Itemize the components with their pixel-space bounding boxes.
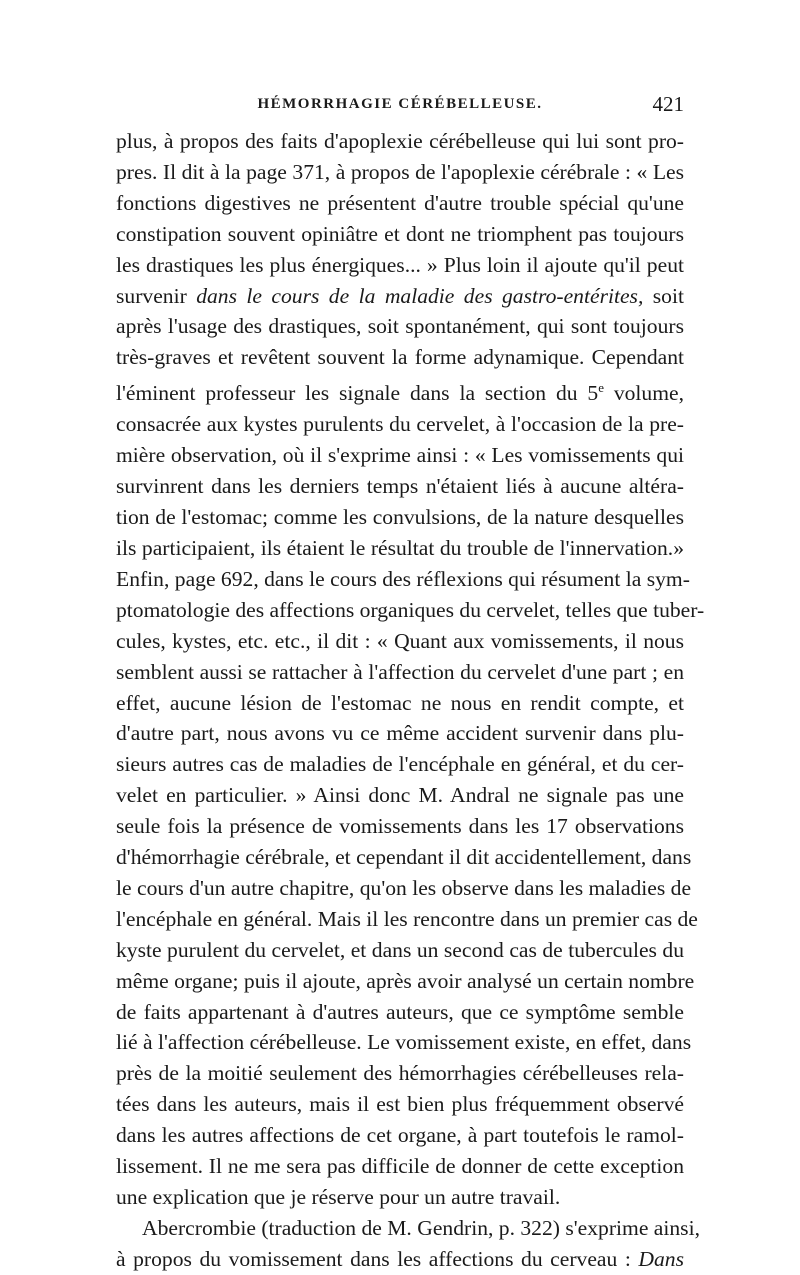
text-line: fonctions digestives ne présentent d'autre trouble spécial qu'une <box>116 190 684 215</box>
text-line: mière observation, où il s'exprime ainsi : « Les vomissements qui <box>116 443 684 468</box>
text-line: constipation souvent opiniâtre et dont ne triomphent pas toujours <box>116 221 684 246</box>
text-line: Enfin, page 692, dans le cours des réflexions qui résument la sym- <box>116 566 690 591</box>
page-number: 421 <box>652 92 684 116</box>
text-line: velet en particulier. » Ainsi donc M. Andral ne signale pas une <box>116 783 684 808</box>
text-line: cules, kystes, etc. etc., il dit : « Quant aux vomissements, il nous <box>116 628 684 653</box>
text-line: après l'usage des drastiques, soit spontanément, qui sont toujours <box>116 314 684 339</box>
running-head <box>116 92 684 126</box>
text-line: près de la moitié seulement des hémorrhagies cérébelleuses rela- <box>116 1061 684 1086</box>
text-line: le cours d'un autre chapitre, qu'on les observe dans les maladies de <box>116 875 692 900</box>
text-line: d'autre part, nous avons vu ce même accident survenir dans plu- <box>116 721 684 746</box>
text-line: tées dans les auteurs, mais il est bien plus fréquemment observé <box>116 1092 684 1117</box>
text-line: kyste purulent du cervelet, et dans un second cas de tubercules du <box>116 937 684 962</box>
text-line: l'encéphale en général. Mais il les rencontre dans un premier cas de <box>116 906 698 931</box>
text-line: plus, à propos des faits d'apoplexie cérébelleuse qui lui sont pro- <box>116 129 684 153</box>
text-line: seule fois la présence de vomissements dans les 17 observations <box>116 814 684 839</box>
text-line: d'hémorrhagie cérébrale, et cependant il dit accidentellement, dans <box>116 845 692 870</box>
text-line: les drastiques les plus énergiques... » Plus loin il ajoute qu'il peut <box>116 252 684 277</box>
text-line: même organe; puis il ajoute, après avoir analysé un certain nombre <box>116 968 695 993</box>
text-line: ils participaient, ils étaient le résultat du trouble de l'innervation.» <box>116 535 684 560</box>
text-line: survinrent dans les derniers temps n'étaient liés à aucune altéra- <box>116 474 684 499</box>
text-line: Abercrombie (traduction de M. Gendrin, p. 322) s'exprime ainsi, <box>142 1215 700 1240</box>
text-line: consacrée aux kystes purulents du cervelet, à l'occasion de la pre- <box>116 412 684 437</box>
text-line: une explication que je réserve pour un autre travail. <box>116 1185 561 1209</box>
text-line: survenir dans le cours de la maladie des gastro-entérites, soit <box>116 283 684 308</box>
text-line: à propos du vomissement dans les affections du cerveau : Dans <box>116 1246 684 1271</box>
text-line: sieurs autres cas de maladies de l'encéphale en général, et du cer- <box>116 752 684 777</box>
body-text <box>116 126 705 1275</box>
text-line: lissement. Il ne me sera pas difficile de donner de cette exception <box>116 1154 684 1179</box>
text-line: tion de l'estomac; comme les convulsions, de la nature desquelles <box>116 505 684 530</box>
text-line: l'éminent professeur les signale dans la section du 5e volume, <box>116 380 684 406</box>
text-line: de faits appartenant à d'autres auteurs, que ce symptôme semble <box>116 999 684 1024</box>
text-line: effet, aucune lésion de l'estomac ne nous en rendit compte, et <box>116 690 684 715</box>
text-line: dans les autres affections de cet organe, à part toutefois le ramol- <box>116 1123 684 1148</box>
book-page <box>116 92 705 1275</box>
text-line: ptomatologie des affections organiques du cervelet, telles que tuber- <box>116 597 705 622</box>
text-line: très-graves et revêtent souvent la forme adynamique. Cependant <box>116 345 684 370</box>
running-title: HÉMORRHAGIE CÉRÉBELLEUSE. <box>257 96 543 112</box>
text-line: pres. Il dit à la page 371, à propos de l'apoplexie cérébrale : « Les <box>116 159 684 184</box>
text-line: semblent aussi se rattacher à l'affection du cervelet d'une part ; en <box>116 659 684 684</box>
text-line: lié à l'affection cérébelleuse. Le vomissement existe, en effet, dans <box>116 1030 692 1055</box>
